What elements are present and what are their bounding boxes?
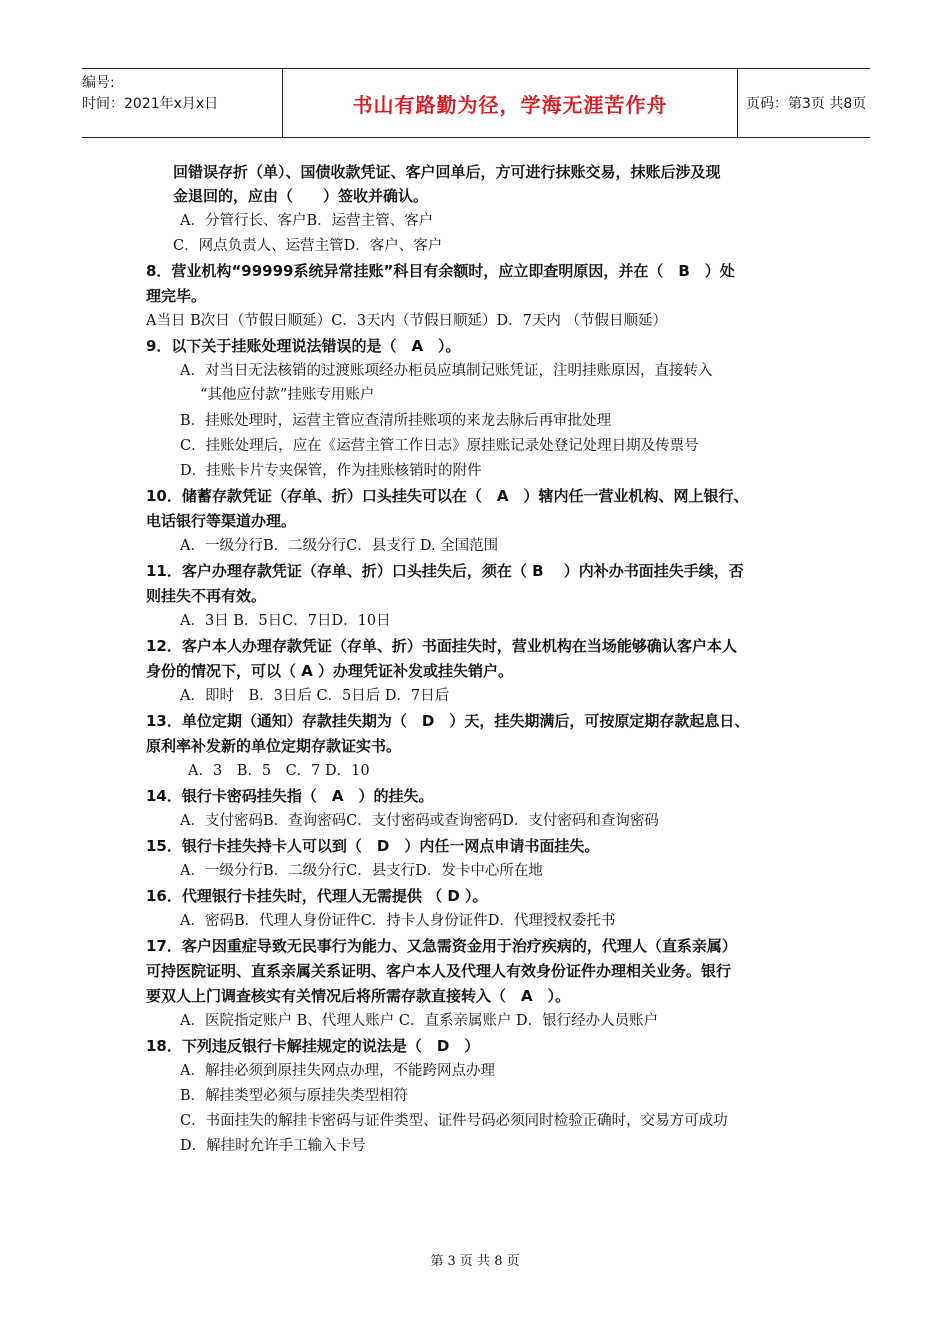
option-line: B．解挂类型必须与原挂失类型相符 xyxy=(180,1088,409,1104)
question-line: 15．银行卡挂失持卡人可以到（ D ）内任一网点申请书面挂失。 xyxy=(146,837,600,855)
option-line: A．密码B．代理人身份证件C．持卡人身份证件D．代理授权委托书 xyxy=(180,913,616,929)
option-line: A．医院指定账户 B、代理人账户 C．直系亲属账户 D．银行经办人员账户 xyxy=(180,1013,659,1029)
question-line: 13．单位定期（通知）存款挂失期为（ D ）天，挂失期满后，可按原定期存款起息日、 xyxy=(146,712,750,730)
question-line: 17．客户因重症导致无民事行为能力、又急需资金用于治疗疾病的，代理人（直系亲属） xyxy=(146,937,737,955)
question-line: 12．客户本人办理存款凭证（存单、折）书面挂失时，营业机构在当场能够确认客户本人 xyxy=(146,637,737,655)
question-line: 原利率补发新的单位定期存款证实书。 xyxy=(146,737,402,755)
option-line: A．一级分行B．二级分行C．县支行 D. 全国范围 xyxy=(180,538,499,554)
header-motto: 书山有路勤为径，学海无涯苦作舟 xyxy=(352,92,668,117)
question-line: 要双人上门调查核实有关情况后将所需存款直接转入（ A ）。 xyxy=(146,987,571,1005)
question-line: 则挂失不再有效。 xyxy=(146,587,267,605)
option-line: A．对当日无法核销的过渡账项经办柜员应填制记账凭证，注明挂账原因，直接转入 xyxy=(180,363,713,379)
header-page-label: 页码：第3页 共8页 xyxy=(746,96,867,112)
question-line: 11．客户办理存款凭证（存单、折）口头挂失后，须在（ B ）内补办书面挂失手续，否 xyxy=(146,562,744,580)
page-header xyxy=(82,68,870,138)
option-line: A．3日 B．5日C．7日D．10日 xyxy=(180,613,391,629)
option-line: A．分管行长、客户B．运营主管、客户 xyxy=(180,213,434,229)
question-line: 可持医院证明、直系亲属关系证明、客户本人及代理人有效身份证件办理相关业务。银行 xyxy=(146,962,732,980)
option-line: “其他应付款”挂账专用账户 xyxy=(200,387,375,403)
option-line: A．解挂必须到原挂失网点办理，不能跨网点办理 xyxy=(180,1063,495,1079)
question-line: 理完毕。 xyxy=(146,287,207,305)
option-line: A当日 B次日（节假日顺延）C．3天内（节假日顺延）D．7天内 （节假日顺延） xyxy=(146,313,668,329)
option-line: C．网点负责人、运营主管D．客户、客户 xyxy=(173,238,443,254)
question-line: 14．银行卡密码挂失指（ A ）的挂失。 xyxy=(146,787,434,805)
question-line: 10．储蓄存款凭证（存单、折）口头挂失可以在（ A ）辖内任一营业机构、网上银行、 xyxy=(146,487,749,505)
question-line: 18．下列违反银行卡解挂规定的说法是（ D ） xyxy=(146,1037,480,1055)
header-motto-cell xyxy=(282,69,738,137)
question-line: 身份的情况下，可以（ A ）办理凭证补发或挂失销户。 xyxy=(146,662,514,680)
option-line: B．挂账处理时，运营主管应查清所挂账项的来龙去脉后再审批处理 xyxy=(180,413,612,429)
option-line: C．挂账处理后，应在《运营主管工作日志》原挂账记录处登记处理日期及传票号 xyxy=(180,438,699,454)
question-line: 9．以下关于挂账处理说法错误的是（ A ）。 xyxy=(146,337,461,355)
text-line: 金退回的，应由（ ）签收并确认。 xyxy=(173,187,429,205)
option-line: A．即时 B．3日后 C．5日后 D．7日后 xyxy=(180,688,450,704)
text-line: 回错误存折（单）、国债收款凭证、客户回单后，方可进行抹账交易，抹账后涉及现 xyxy=(173,163,721,181)
option-line: C．书面挂失的解挂卡密码与证件类型、证件号码必须同时检验正确时，交易方可成功 xyxy=(180,1113,728,1129)
document-number-label: 编号: xyxy=(82,75,115,91)
option-line: D．挂账卡片专夹保管，作为挂账核销时的附件 xyxy=(180,463,482,479)
option-line: D．解挂时允许手工输入卡号 xyxy=(180,1138,366,1154)
option-line: A．3 B．5 C．7 D．10 xyxy=(188,763,370,779)
question-line: 16．代理银行卡挂失时，代理人无需提供 （ D ）。 xyxy=(146,887,488,905)
option-line: A．支付密码B．查询密码C．支付密码或查询密码D．支付密码和查询密码 xyxy=(180,813,659,829)
document-time-label: 时间：2021年x月x日 xyxy=(82,96,219,112)
question-line: 8．营业机构“99999系统异常挂账”科目有余额时，应立即查明原因，并在（ B ）处 xyxy=(146,262,735,280)
page-footer: 第 3 页 共 8 页 xyxy=(430,1254,520,1269)
option-line: A．一级分行B．二级分行C．县支行D．发卡中心所在地 xyxy=(180,863,543,879)
header-meta xyxy=(82,69,282,137)
question-line: 电话银行等渠道办理。 xyxy=(146,512,297,530)
